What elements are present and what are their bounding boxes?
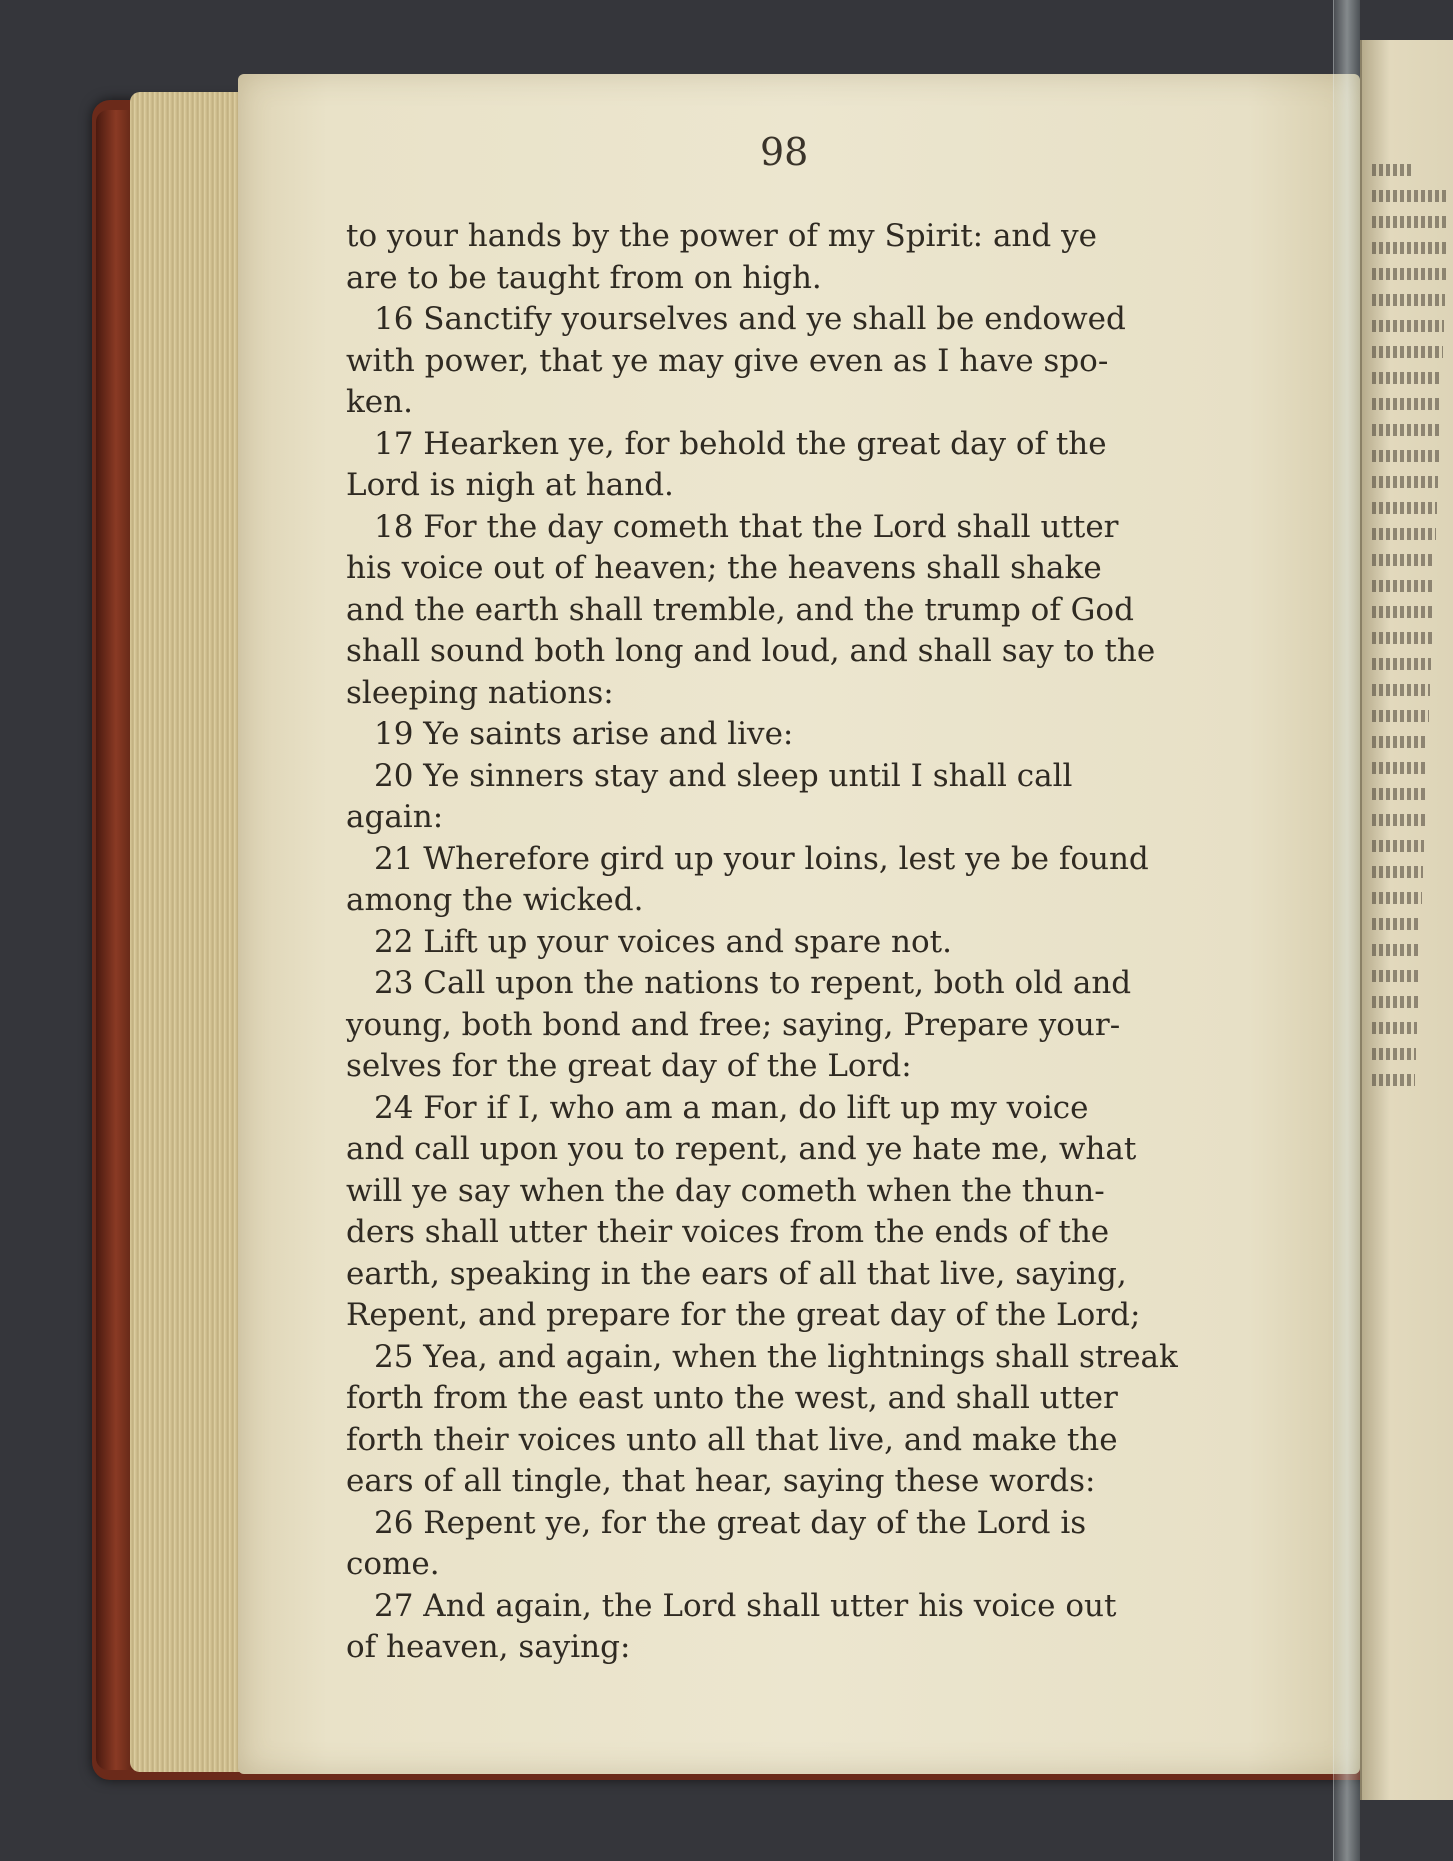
facing-page-mark: [1372, 398, 1441, 410]
text-line: forth their voices unto all that live, and make the: [346, 1421, 1118, 1458]
text-line: 26 Repent ye, for the great day of the Lord is: [374, 1504, 1087, 1541]
page-edges: [130, 92, 250, 1772]
facing-page-mark: [1372, 788, 1426, 800]
facing-page-mark: [1372, 658, 1431, 670]
facing-page-mark: [1372, 502, 1437, 514]
facing-page-mark: [1372, 164, 1412, 176]
page-text: [346, 216, 1236, 1669]
facing-page-mark: [1372, 242, 1447, 254]
text-line: 20 Ye sinners stay and sleep until I shall call: [374, 757, 1073, 794]
facing-page-mark: [1372, 424, 1440, 436]
facing-page-mark: [1372, 1074, 1415, 1086]
text-line: among the wicked.: [346, 882, 644, 918]
facing-page-mark: [1372, 528, 1436, 540]
facing-page-mark: [1372, 450, 1439, 462]
text-line: with power, that ye may give even as I have spo-: [346, 342, 1109, 379]
text-line: Lord is nigh at hand.: [346, 467, 674, 503]
text-line: 18 For the day cometh that the Lord shall utter: [374, 508, 1119, 545]
facing-page-mark: [1372, 216, 1448, 228]
facing-page-mark: [1372, 918, 1421, 930]
facing-page-text-marks: [1372, 150, 1450, 1100]
text-line: 27 And again, the Lord shall utter his voice out: [374, 1587, 1117, 1624]
text-line: 23 Call upon the nations to repent, both old and: [374, 965, 1132, 1001]
facing-page-mark: [1372, 632, 1432, 644]
facing-page-mark: [1372, 320, 1444, 332]
facing-page-mark: [1372, 762, 1427, 774]
text-line: 25 Yea, and again, when the lightnings shall streak: [374, 1338, 1178, 1375]
text-line: earth, speaking in the ears of all that live, saying,: [346, 1255, 1127, 1292]
facing-page-mark: [1372, 372, 1442, 384]
text-line: Repent, and prepare for the great day of the Lord;: [346, 1297, 1141, 1333]
text-line: shall sound both long and loud, and shall say to the: [346, 633, 1156, 669]
facing-page-mark: [1372, 710, 1429, 722]
text-line: forth from the east unto the west, and shall utter: [346, 1380, 1118, 1416]
facing-page-mark: [1372, 736, 1428, 748]
text-line: of heaven, saying:: [346, 1629, 631, 1665]
text-line: selves for the great day of the Lord:: [346, 1048, 912, 1084]
text-line: young, both bond and free; saying, Prepare your-: [346, 1006, 1121, 1043]
text-line: 16 Sanctify yourselves and ye shall be endowed: [374, 301, 1126, 337]
facing-page-mark: [1372, 554, 1435, 566]
facing-page-mark: [1372, 970, 1419, 982]
facing-page-mark: [1372, 1048, 1416, 1060]
facing-page-mark: [1372, 1022, 1417, 1034]
glass-plate-edge: [1333, 0, 1360, 1861]
text-line: 22 Lift up your voices and spare not.: [374, 923, 952, 960]
facing-page-mark: [1372, 268, 1446, 280]
text-line: ders shall utter their voices from the ends of the: [346, 1214, 1110, 1250]
facing-page-mark: [1372, 580, 1434, 592]
text-line: 17 Hearken ye, for behold the great day of the: [374, 425, 1107, 462]
facing-page-mark: [1372, 684, 1430, 696]
text-line: and call upon you to repent, and ye hate me, what: [346, 1131, 1137, 1167]
text-line: will ye say when the day cometh when the thun-: [346, 1172, 1105, 1209]
facing-page-mark: [1372, 190, 1449, 202]
facing-page-mark: [1372, 996, 1418, 1008]
facing-page-mark: [1372, 840, 1424, 852]
facing-page-mark: [1372, 476, 1438, 488]
facing-page-mark: [1372, 814, 1425, 826]
facing-page-mark: [1372, 892, 1422, 904]
text-line: ken.: [346, 384, 413, 420]
facing-page-mark: [1372, 294, 1445, 306]
text-line: to your hands by the power of my Spirit: and ye: [346, 218, 1097, 254]
text-line: 21 Wherefore gird up your loins, lest ye be found: [374, 840, 1149, 877]
facing-page-mark: [1372, 866, 1423, 878]
text-line: ears of all tingle, that hear, saying these words:: [346, 1463, 1096, 1499]
text-line: 24 For if I, who am a man, do lift up my voice: [374, 1089, 1089, 1126]
text-line: again:: [346, 799, 444, 835]
facing-page-mark: [1372, 346, 1443, 358]
text-line: his voice out of heaven; the heavens shall shake: [346, 550, 1102, 586]
page-number: 98: [760, 130, 809, 174]
text-line: come.: [346, 1546, 440, 1582]
text-line: are to be taught from on high.: [346, 259, 822, 296]
facing-page-mark: [1372, 944, 1420, 956]
text-line: sleeping nations:: [346, 674, 614, 711]
text-line: 19 Ye saints arise and live:: [374, 716, 794, 752]
text-line: and the earth shall tremble, and the trump of God: [346, 591, 1134, 628]
facing-page-mark: [1372, 606, 1433, 618]
